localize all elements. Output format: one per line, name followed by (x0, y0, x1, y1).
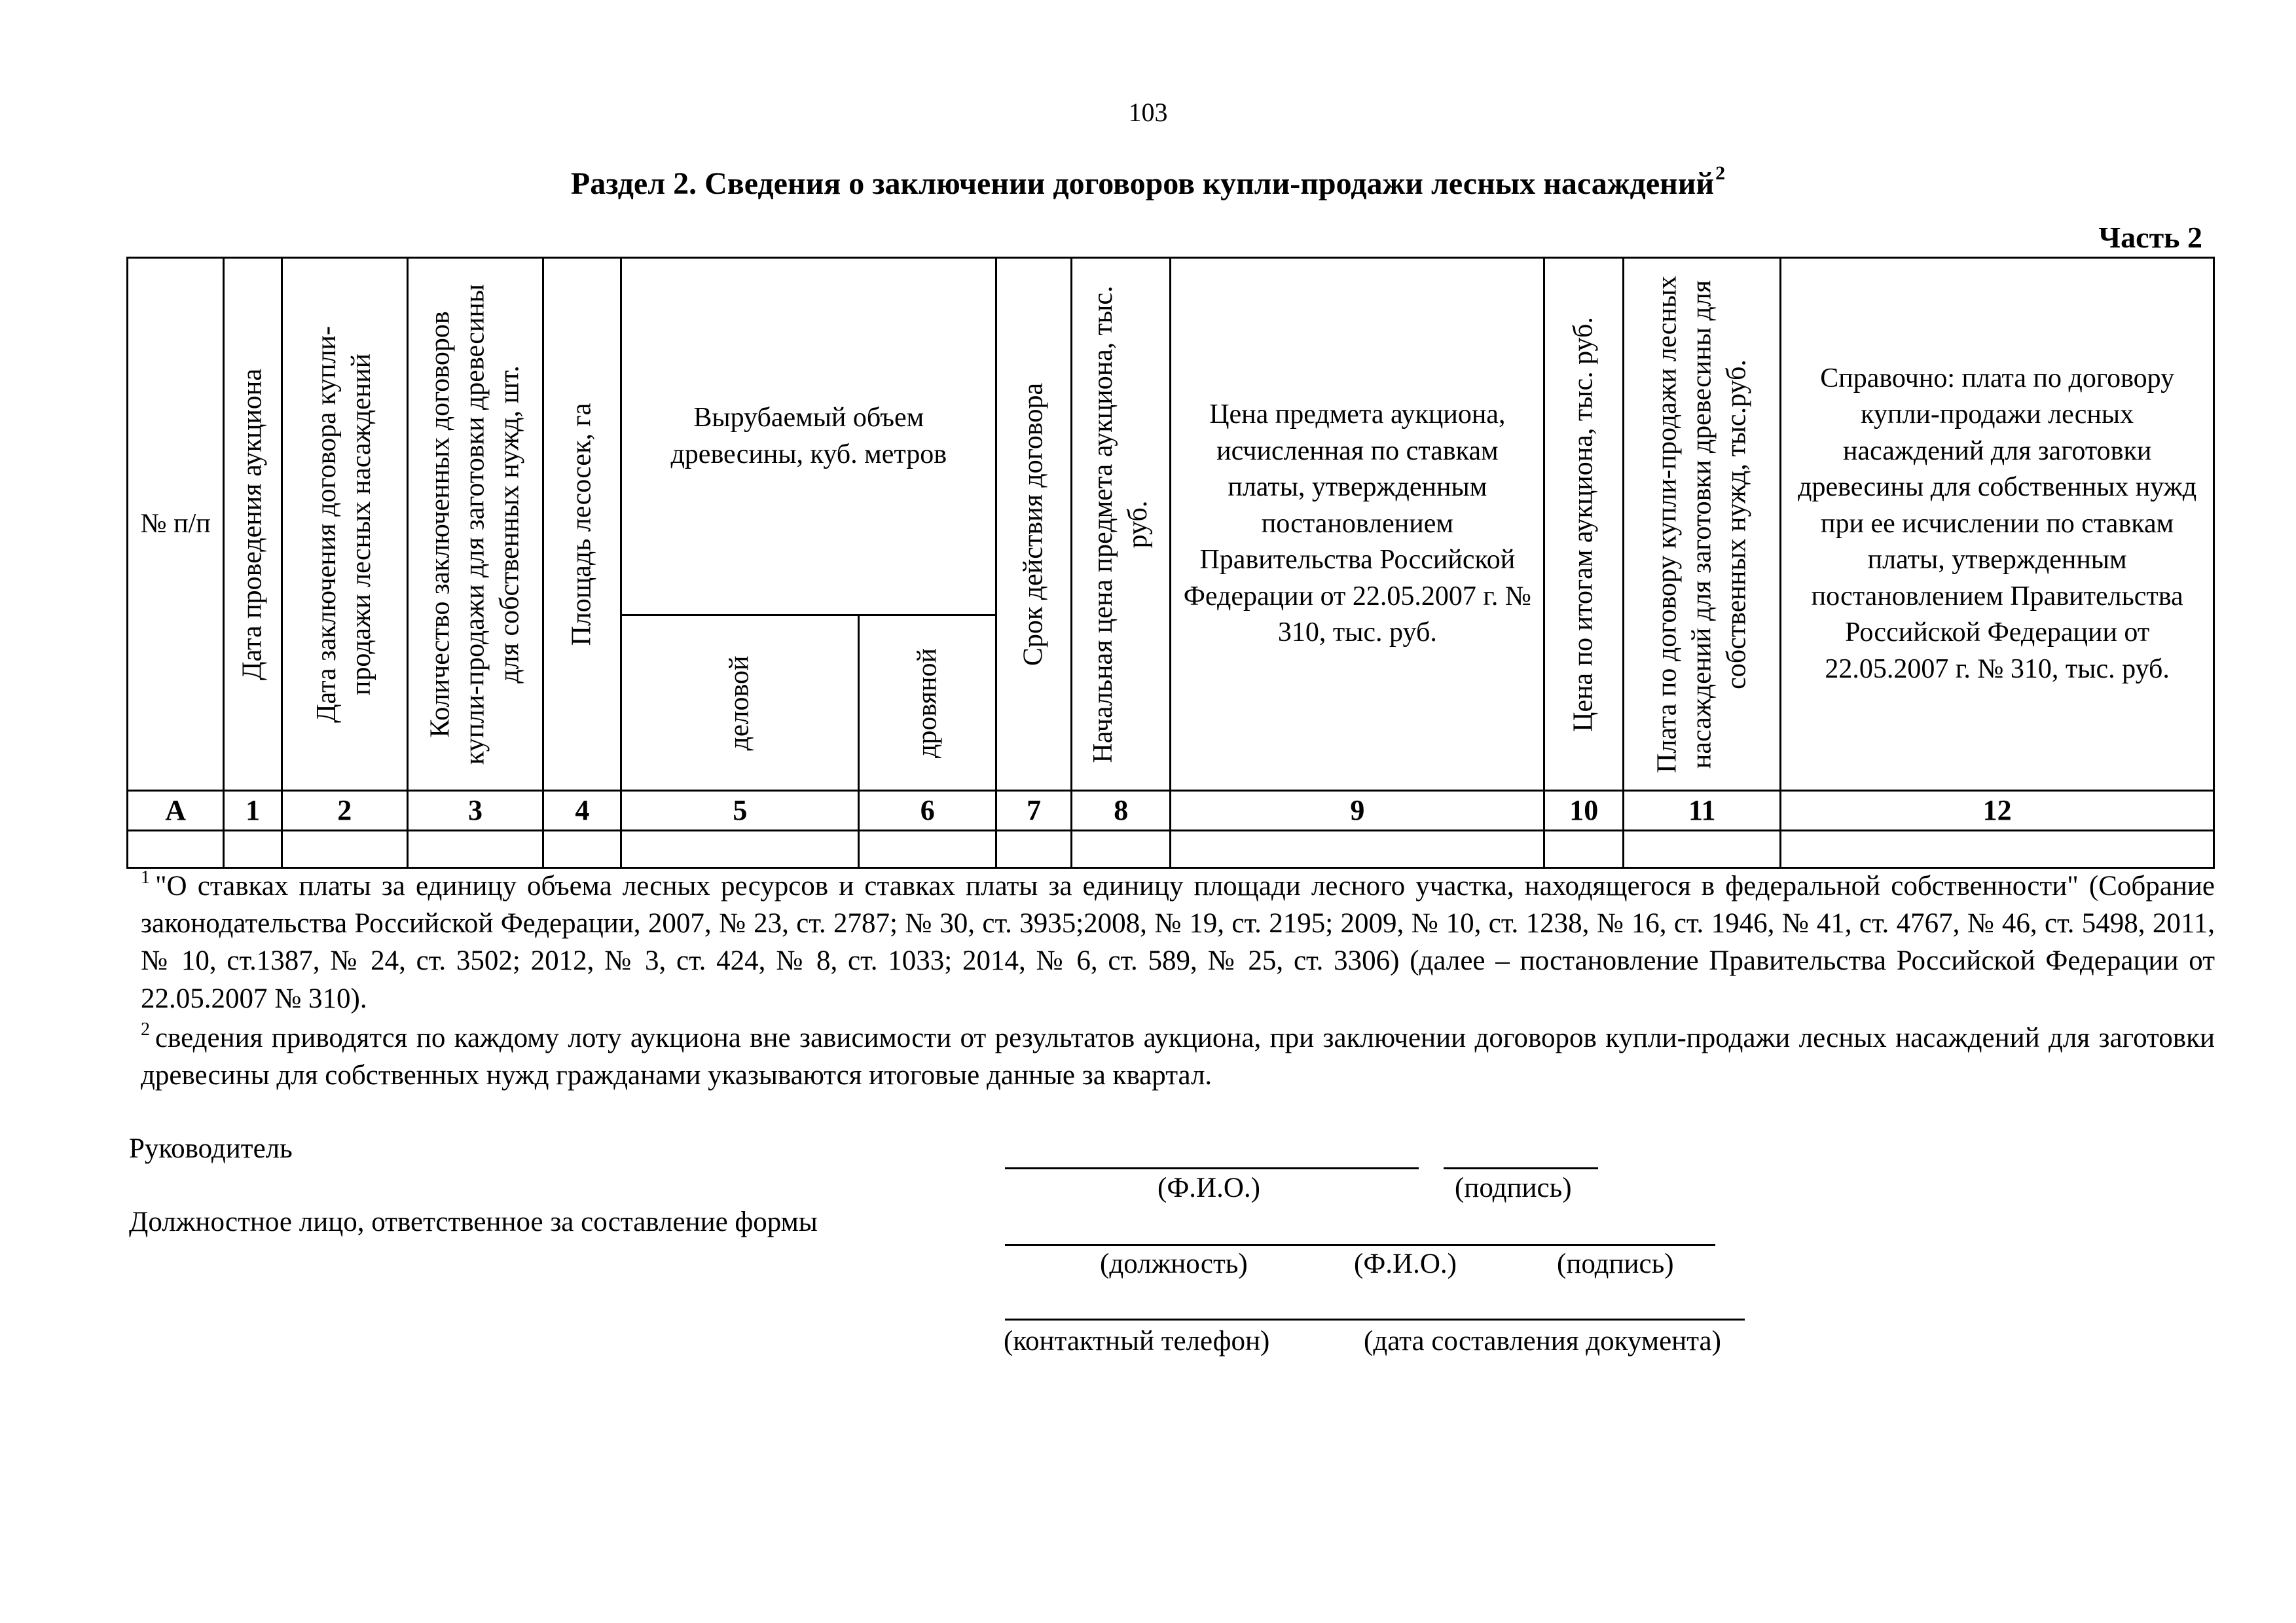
empty-data-row (128, 831, 2214, 868)
page-number: 103 (1128, 98, 1168, 127)
footnote-1 (141, 866, 2215, 1017)
empty-cell[interactable] (1544, 831, 1624, 868)
column-number: 11 (1624, 791, 1781, 831)
header-col-2 (282, 258, 407, 791)
column-number: 12 (1781, 791, 2214, 831)
contact-line[interactable] (1005, 1319, 1745, 1321)
official-signature-caption: (подпись) (1557, 1249, 1674, 1279)
header-col-a (128, 258, 224, 791)
header-col-2-text: Дата заключения договора купли-продажи лесных насаждений (312, 325, 377, 723)
part-label: Часть 2 (2098, 221, 2202, 254)
column-number: 3 (407, 791, 543, 831)
empty-cell[interactable] (224, 831, 282, 868)
header-col-11-text: Плата по договору купли-продажи лесных насаждений для заготовки древесины для собственных нужд, тыс.руб. (1652, 275, 1752, 773)
header-col-1-text: Дата проведения аукциона (237, 368, 268, 680)
header-col-1 (224, 258, 282, 791)
header-col-9 (1171, 258, 1544, 791)
empty-cell[interactable] (1072, 831, 1171, 868)
header-col-12 (1781, 258, 2214, 791)
empty-cell[interactable] (1781, 831, 2214, 868)
doc-date-caption: (дата составления документа) (1364, 1326, 1721, 1357)
footnote-2 (141, 1017, 2215, 1094)
header-col-6 (859, 615, 996, 791)
official-position-caption: (должность) (1100, 1249, 1248, 1279)
header-col-11 (1624, 258, 1781, 791)
column-number: 5 (621, 791, 859, 831)
empty-cell[interactable] (621, 831, 859, 868)
empty-cell[interactable] (282, 831, 407, 868)
section-title-text: Раздел 2. Сведения о заключении договоров купли-продажи лесных насаждений (570, 166, 1715, 201)
head-signature-caption: (подпись) (1455, 1173, 1572, 1203)
column-number: 10 (1544, 791, 1624, 831)
header-col-a-text: № п/п (140, 508, 211, 539)
official-label: Должностное лицо, ответственное за составление формы (129, 1207, 818, 1237)
official-fio-caption: (Ф.И.О.) (1354, 1249, 1457, 1279)
footnote-2-mark: 2 (141, 1019, 150, 1040)
empty-cell[interactable] (407, 831, 543, 868)
header-col-12-text: Справочно: плата по договору купли-продажи лесных насаждений для заготовки древесины для собственных нужд при ее исчислении по ставкам платы, утвержденным постановлением Правительства Российской Федерации от 22.05.2007 г. № 310, тыс. руб. (1798, 363, 2197, 684)
column-number: 9 (1171, 791, 1544, 831)
head-fio-line[interactable] (1005, 1167, 1419, 1169)
header-col-9-text: Цена предмета аукциона, исчисленная по ставкам платы, утвержденным постановлением Правительства Российской Федерации от 22.05.2007 г. № 310, тыс. руб. (1183, 399, 1531, 648)
head-label: Руководитель (129, 1133, 293, 1164)
header-col-10 (1544, 258, 1624, 791)
header-col-3-text: Количество заключенных договоров купли-продажи для заготовки древесины для собственных нужд, шт. (425, 283, 525, 765)
footnotes (141, 866, 2215, 1094)
header-col-8-text: Начальная цена предмета аукциона, тыс. руб. (1088, 285, 1154, 763)
empty-cell[interactable] (543, 831, 621, 868)
column-number: 6 (859, 791, 996, 831)
empty-cell[interactable] (859, 831, 996, 868)
column-number-row (128, 791, 2214, 831)
title-footnote-ref: 2 (1715, 162, 1726, 184)
column-number: 8 (1072, 791, 1171, 831)
empty-cell[interactable] (128, 831, 224, 868)
header-col-5-6-group-text: Вырубаемый объем древесины, куб. метров (670, 403, 947, 469)
footnote-1-text: "О ставках платы за единицу объема лесных ресурсов и ставках платы за единицу площади лесного участка, находящегося в федеральной собственности" (Собрание законодательства Российской Федерации, 2007, № 23, ст. 2787; № 30, ст. 3935;2008, № 19, ст. 2195; 2009, № 10, ст. 1238, № 16, ст. 1946, № 41, ст. 4767, № 46, ст. 5498, 2011, № 10, ст.1387, № 24, ст. 3502; 2012, № 3, ст. 424, № 8, ст. 1033; 2014, № 6, ст. 589, № 25, ст. 3306) (далее – постановление Правительства Российской Федерации от 22.05.2007 № 310). (141, 871, 2215, 1014)
head-fio-caption: (Ф.И.О.) (1157, 1173, 1260, 1203)
empty-cell[interactable] (1624, 831, 1781, 868)
header-col-4-text: Площадь лесосек, га (566, 403, 597, 646)
empty-cell[interactable] (1171, 831, 1544, 868)
header-col-5-text: деловой (724, 655, 755, 750)
contact-phone-caption: (контактный телефон) (1004, 1326, 1270, 1357)
header-col-5 (621, 615, 859, 791)
header-col-7-text: Срок действия договора (1018, 382, 1049, 666)
column-number: А (128, 791, 224, 831)
header-col-4 (543, 258, 621, 791)
header-col-7 (996, 258, 1072, 791)
header-col-5-6-group (621, 258, 996, 615)
column-number: 4 (543, 791, 621, 831)
column-number: 7 (996, 791, 1072, 831)
header-col-6-text: дровяной (912, 647, 943, 758)
header-row-top (128, 258, 2214, 615)
head-signature-line[interactable] (1444, 1167, 1598, 1169)
header-col-8 (1072, 258, 1171, 791)
header-col-3 (407, 258, 543, 791)
footnote-1-mark: 1 (141, 867, 150, 888)
empty-cell[interactable] (996, 831, 1072, 868)
auction-contracts-table (126, 257, 2215, 869)
column-number: 1 (224, 791, 282, 831)
column-number: 2 (282, 791, 407, 831)
footnote-2-text: сведения приводятся по каждому лоту аукциона вне зависимости от результатов аукциона, при заключении договоров купли-продажи лесных насаждений для заготовки древесины для собственных нужд гражданами указываются итоговые данные за квартал. (141, 1022, 2215, 1091)
header-col-10-text: Цена по итогам аукциона, тыс. руб. (1568, 316, 1599, 732)
section-title (0, 162, 2296, 202)
official-line[interactable] (1005, 1244, 1715, 1246)
